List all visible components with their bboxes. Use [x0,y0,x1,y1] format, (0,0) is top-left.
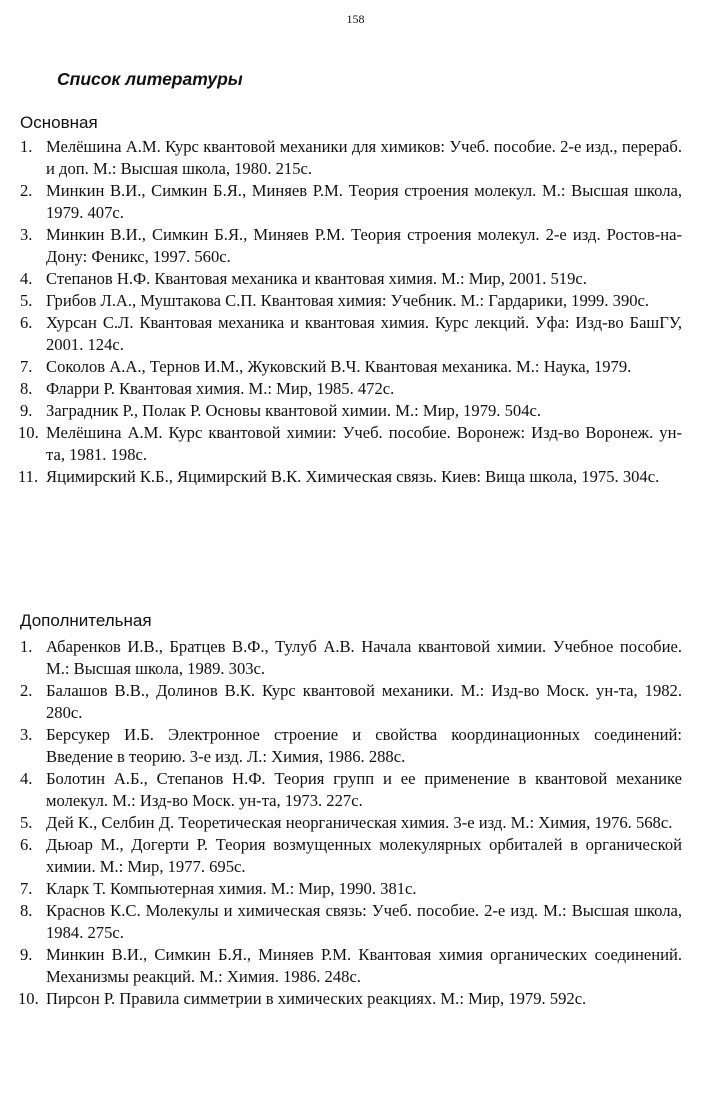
item-number: 9. [20,945,33,964]
item-number: 5. [20,291,33,310]
item-number: 2. [20,181,33,200]
item-text: Минкин В.И., Симкин Б.Я., Миняев Р.М. Теория строения молекул. 2-е изд. Ростов-на-Дону: Феникс, 1997. 560с. [46,225,682,266]
item-text: Краснов К.С. Молекулы и химическая связь: Учеб. пособие. 2-е изд. М.: Высшая школа, 1984. 275с. [46,901,682,942]
list-item [0,768,711,812]
item-number: 4. [20,269,33,288]
item-number: 1. [20,137,33,156]
item-text: Яцимирский К.Б., Яцимирский В.К. Химическая связь. Киев: Вища школа, 1975. 304с. [46,467,660,486]
item-number: 8. [20,379,33,398]
reference-list-main [0,136,711,488]
item-number: 5. [20,813,33,832]
item-number: 7. [20,879,33,898]
list-item [0,378,711,400]
list-item [0,834,711,878]
item-text: Мелёшина А.М. Курс квантовой механики для химиков: Учеб. пособие. 2-е изд., перераб. и доп. М.: Высшая школа, 1980. 215с. [46,137,682,178]
item-number: 10. [18,989,39,1008]
item-number: 10. [18,423,39,442]
section-heading-additional: Дополнительная [20,611,152,630]
item-text: Грибов Л.А., Муштакова С.П. Квантовая химия: Учебник. М.: Гардарики, 1999. 390с. [46,291,650,310]
item-text: Хурсан С.Л. Квантовая механика и квантовая химия. Курс лекций. Уфа: Изд-во БашГУ, 2001. 124с. [46,313,682,354]
item-number: 6. [20,313,33,332]
item-number: 7. [20,357,33,376]
list-item [0,812,711,834]
list-item [0,636,711,680]
section-heading-main: Основная [20,113,98,132]
page-number: 158 [346,12,365,26]
list-item [0,400,711,422]
item-number: 11. [18,467,39,486]
item-number: 3. [20,725,33,744]
item-text: Минкин В.И., Симкин Б.Я., Миняев Р.М. Теория строения молекул. М.: Высшая школа, 1979. 407с. [46,181,682,222]
list-item [0,680,711,724]
item-number: 9. [20,401,33,420]
list-item [0,466,711,488]
item-text: Балашов В.В., Долинов В.К. Курс квантовой механики. М.: Изд-во Моск. ун-та, 1982. 280с. [46,681,682,722]
item-text: Абаренков И.В., Братцев В.Ф., Тулуб А.В. Начала квантовой химии. Учебное пособие. М.: Высшая школа, 1989. 303с. [46,637,682,678]
item-text: Заградник Р., Полак Р. Основы квантовой химии. М.: Мир, 1979. 504с. [46,401,541,420]
list-item [0,224,711,268]
list-item [0,180,711,224]
item-text: Фларри Р. Квантовая химия. М.: Мир, 1985. 472с. [46,379,395,398]
item-text: Пирсон Р. Правила симметрии в химических реакциях. М.: Мир, 1979. 592с. [46,989,587,1008]
list-item [0,900,711,944]
list-item [0,878,711,900]
list-item [0,312,711,356]
item-text: Кларк Т. Компьютерная химия. М.: Мир, 1990. 381с. [46,879,417,898]
item-text: Степанов Н.Ф. Квантовая механика и квантовая химия. М.: Мир, 2001. 519с. [46,269,587,288]
item-text: Мелёшина А.М. Курс квантовой химии: Учеб. пособие. Воронеж: Изд-во Воронеж. ун-та, 1981. 198с. [46,423,682,464]
item-number: 3. [20,225,33,244]
item-number: 6. [20,835,33,854]
page-title: Список литературы [57,69,243,89]
item-text: Минкин В.И., Симкин Б.Я., Миняев Р.М. Квантовая химия органических соединений. Механизмы реакций. М.: Химия. 1986. 248с. [46,945,682,986]
item-text: Берсукер И.Б. Электронное строение и свойства координационных соединений: Введение в теорию. 3-е изд. Л.: Химия, 1986. 288с. [46,725,682,766]
item-text: Дьюар М., Догерти Р. Теория возмущенных молекулярных орбиталей в органической химии. М.: Мир, 1977. 695с. [46,835,682,876]
list-item [0,290,711,312]
item-number: 8. [20,901,33,920]
list-item [0,724,711,768]
list-item [0,422,711,466]
reference-list-additional [0,636,711,1010]
item-number: 2. [20,681,33,700]
item-text: Соколов А.А., Тернов И.М., Жуковский В.Ч. Квантовая механика. М.: Наука, 1979. [46,357,632,376]
list-item [0,136,711,180]
list-item [0,268,711,290]
item-text: Дей К., Селбин Д. Теоретическая неорганическая химия. 3-е изд. М.: Химия, 1976. 568с. [46,813,673,832]
item-number: 1. [20,637,33,656]
list-item [0,944,711,988]
item-text: Болотин А.Б., Степанов Н.Ф. Теория групп и ее применение в квантовой механике молекул. М.: Изд-во Моск. ун-та, 1973. 227с. [46,769,682,810]
list-item [0,356,711,378]
list-item [0,988,711,1010]
item-number: 4. [20,769,33,788]
